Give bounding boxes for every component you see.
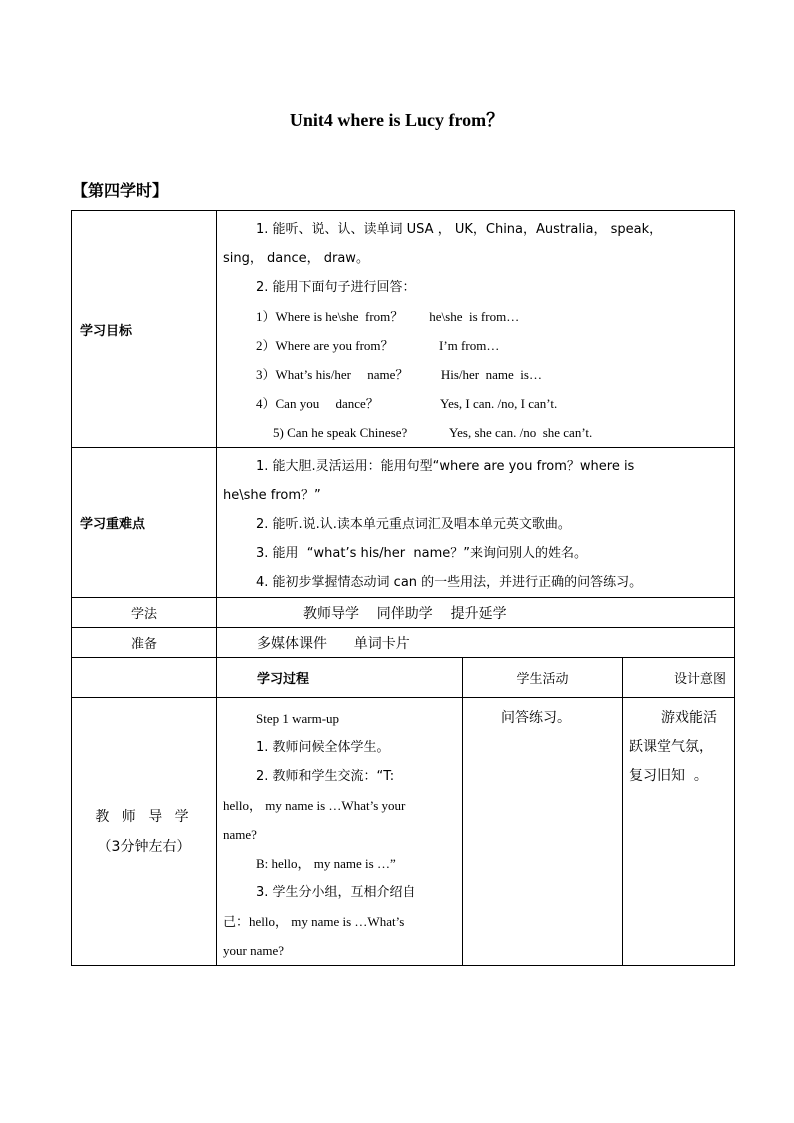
lesson-plan-table: [71, 210, 735, 966]
goal-line: 1. 能听、说、认、读单词 USA ， UK，China，Australia， speak，: [256, 222, 663, 237]
process-line: 3. 学生分小组，互相介绍自: [256, 885, 416, 900]
key-points-row: [72, 448, 735, 598]
header-empty-cell: [72, 658, 217, 698]
process-line: B: hello， my name is …”: [256, 856, 396, 871]
section-label: 【第四学时】: [72, 181, 169, 200]
key-point-line: 2. 能听.说.认.读本单元重点词汇及唱本单元英文歌曲。: [256, 517, 571, 532]
method-value: 教师导学 同伴助学 提升延学: [217, 598, 735, 628]
teacher-guide-activity: [463, 698, 623, 966]
teacher-guide-label-line2: （3分钟左右）: [97, 838, 191, 855]
intent-line: 复习旧知 。: [629, 768, 708, 784]
process-line: Step 1 warm-up: [256, 711, 340, 726]
goal-line: 5) Can he speak Chinese? Yes, she can. /no she can’t.: [273, 425, 593, 440]
process-line: 1. 教师问候全体学生。: [256, 740, 390, 755]
header-process: 学习过程: [217, 658, 463, 698]
goal-line: 4）Can you dance？ Yes, I can. /no, I can’t.: [256, 396, 558, 411]
prep-row: [72, 628, 735, 658]
prep-label: 准备: [72, 628, 217, 658]
key-point-line: 3. 能用 “what’s his/her name？”来询问别人的姓名。: [256, 546, 587, 561]
method-label: 学法: [72, 598, 217, 628]
goal-line: 2. 能用下面句子进行回答：: [256, 280, 416, 295]
prep-value: 多媒体课件 单词卡片: [217, 628, 735, 658]
key-points-content: [217, 448, 735, 598]
teacher-guide-row: [72, 698, 735, 966]
goals-label: 学习目标: [72, 211, 217, 448]
teacher-guide-label-line1: 教 师 导 学: [95, 808, 193, 825]
header-intent: 设计意图: [623, 658, 735, 698]
teacher-guide-intent: [623, 698, 735, 966]
goals-content: [217, 211, 735, 448]
intent-line: 游戏能活: [661, 710, 717, 726]
goals-row: [72, 211, 735, 448]
process-line: 2. 教师和学生交流：“T:: [256, 769, 395, 784]
key-point-line: 4. 能初步掌握情态动词 can 的一些用法，并进行正确的问答练习。: [256, 575, 643, 590]
goal-line: 1）Where is he\she from？ he\she is from…: [256, 309, 520, 324]
process-line: name?: [223, 827, 257, 842]
process-line: 己：hello， my name is …What’s: [223, 914, 405, 929]
process-line: hello， my name is …What’s your: [223, 798, 406, 813]
process-header-row: [72, 658, 735, 698]
header-activity: 学生活动: [463, 658, 623, 698]
process-line: your name?: [223, 943, 285, 958]
key-point-line: 1. 能大胆.灵活运用：能用句型“where are you from？where is: [256, 459, 635, 474]
key-point-line: he\she from？”: [223, 488, 321, 503]
page-title: Unit4 where is Lucy from？: [289, 110, 505, 130]
key-points-label: 学习重难点: [72, 448, 217, 598]
goal-line: 2）Where are you from？ I’m from…: [256, 338, 500, 353]
activity-text: 问答练习。: [501, 710, 571, 726]
goal-line: sing， dance， draw。: [223, 251, 369, 266]
method-row: [72, 598, 735, 628]
intent-line: 跃课堂气氛，: [629, 739, 713, 755]
teacher-guide-label: [72, 698, 217, 966]
goal-line: 3）What’s his/her name？ His/her name is…: [256, 367, 542, 382]
teacher-guide-process: [217, 698, 463, 966]
